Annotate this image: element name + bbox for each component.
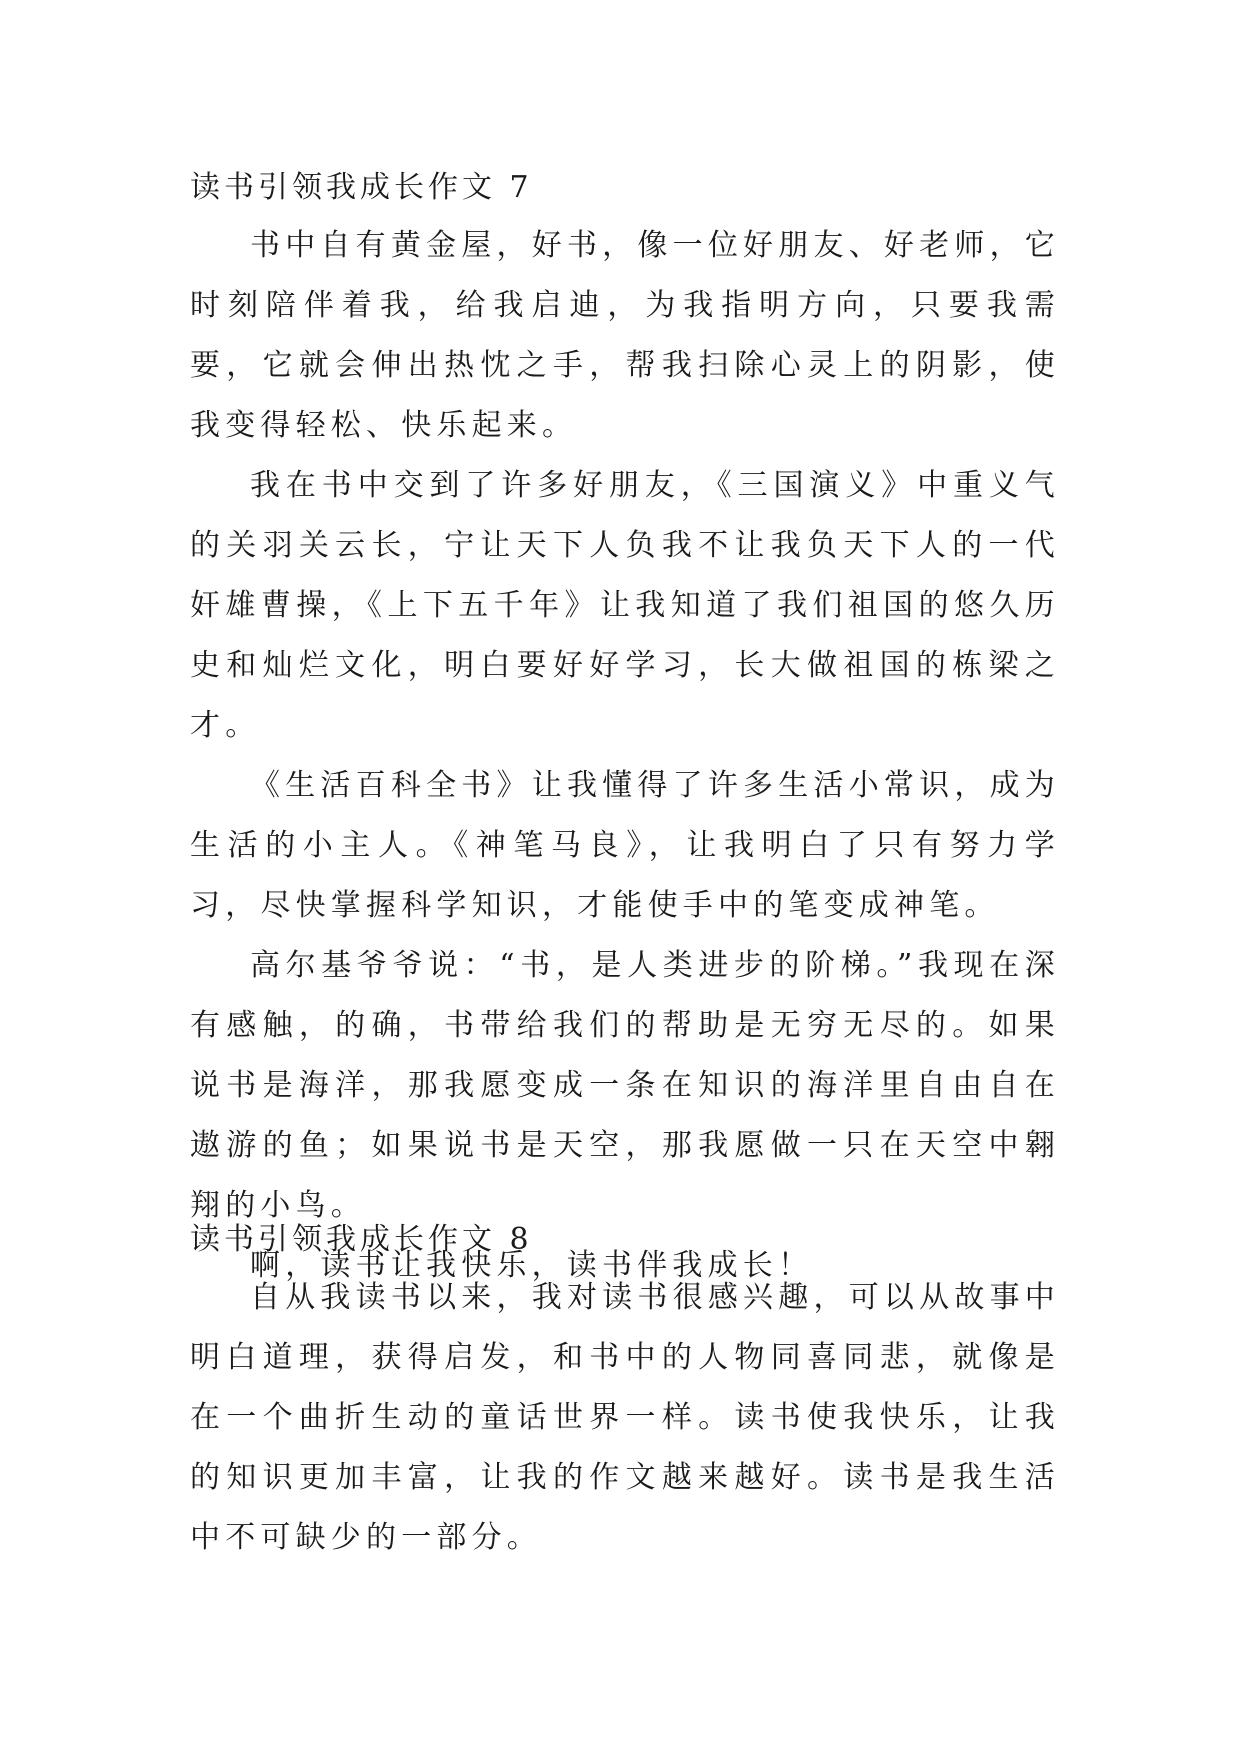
article-7 [190, 160, 1060, 1296]
paragraph: 啊，读书让我快乐，读书伴我成长！ [250, 1248, 814, 1283]
paragraph: 自从我读书以来，我对读书很感兴趣，可以从故事中明白道理，获得启发，和书中的人物同喜同悲，就像是在一个曲折生动的童话世界一样。读书使我快乐，让我的知识更加丰富，让我的作文越来越好。读书是我生活中不可缺少的一部分。 [190, 1280, 1060, 1555]
article-title: 读书引领我成长作文 8 [190, 1222, 533, 1257]
article-8 [190, 1212, 1060, 1568]
paragraph: 我在书中交到了许多好朋友，《三国演义》中重义气的关羽关云长，宁让天下人负我不让我负天下人的一代奸雄曹操，《上下五千年》让我知道了我们祖国的悠久历史和灿烂文化，明白要好好学习，长大做祖国的栋梁之才。 [190, 468, 1060, 743]
paragraph: 高尔基爷爷说：“书，是人类进步的阶梯。”我现在深有感触，的确，书带给我们的帮助是无穷无尽的。如果说书是海洋，那我愿变成一条在知识的海洋里自由自在遨游的鱼；如果说书是天空，那我愿做一只在天空中翱翔的小鸟。 [190, 948, 1060, 1223]
article-title: 读书引领我成长作文 7 [190, 170, 533, 205]
paragraph: 《生活百科全书》让我懂得了许多生活小常识，成为生活的小主人。《神笔马良》，让我明白了只有努力学习，尽快掌握科学知识，才能使手中的笔变成神笔。 [190, 768, 1060, 923]
paragraph: 书中自有黄金屋，好书，像一位好朋友、好老师，它时刻陪伴着我，给我启迪，为我指明方向，只要我需要，它就会伸出热忱之手，帮我扫除心灵上的阴影，使我变得轻松、快乐起来。 [190, 228, 1060, 443]
